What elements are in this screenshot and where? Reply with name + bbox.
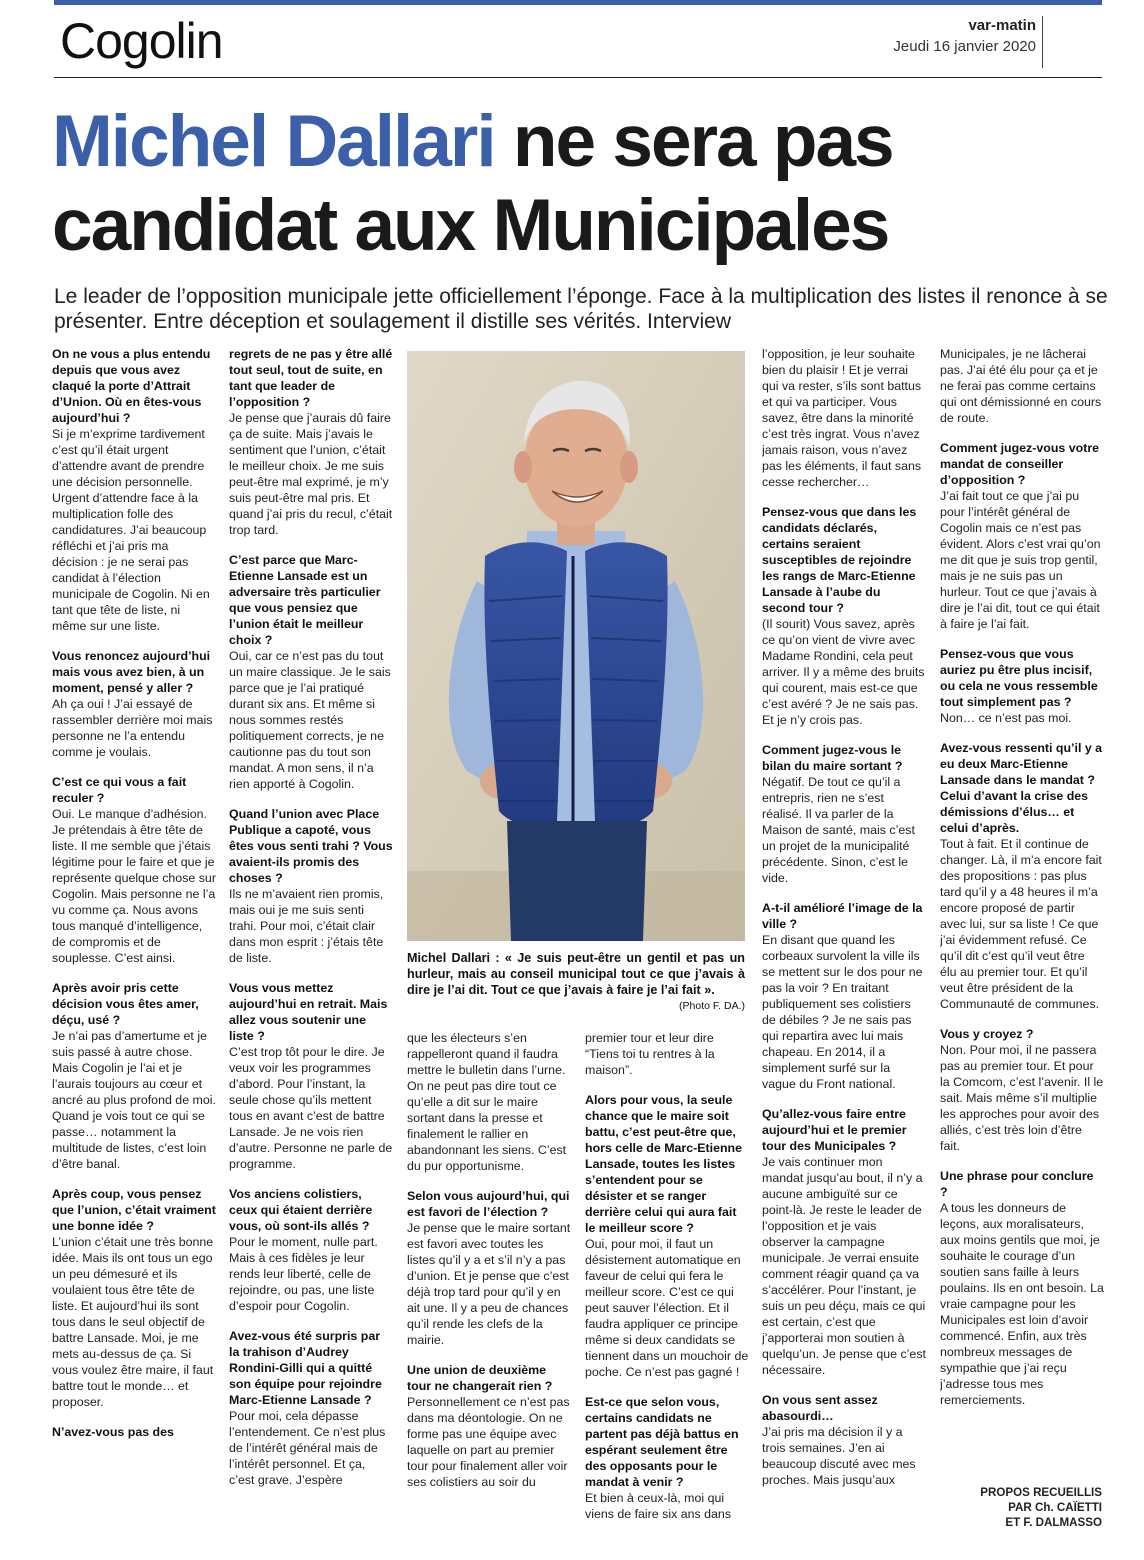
interview-block — [52, 1186, 216, 1410]
interview-answer: Je pense que j’aurais dû faire ça de suite. Mais j’avais le sentiment que l’union, c’était le meilleur choix. Je me suis peut-être mal exprimé, je m’y suis peut-être mal pris. Et quand j’ai pris du recul, c’était trop tard. — [229, 411, 393, 537]
interview-block — [229, 1186, 393, 1314]
interview-block — [762, 346, 926, 490]
photo-credit: (Photo F. DA.) — [679, 1000, 745, 1012]
interview-answer: (Il sourit) Vous savez, après ce qu’on vient de vivre avec Madame Rondini, cela peut arriver. Il y a même des bruits qui courent, mais est-ce que c’est avéré ? Je ne sais pas. Et je n’y crois pas. — [762, 617, 925, 727]
interview-answer: J’ai pris ma décision il y a trois semaines. J’en ai beaucoup discuté avec mes proches. Mais jusqu’aux — [762, 1425, 916, 1487]
portrait-photo — [407, 351, 745, 941]
interview-block — [762, 1106, 926, 1378]
interview-question: Pensez-vous que vous auriez pu être plus incisif, ou cela ne vous ressemble tout simplement pas ? — [940, 647, 1098, 709]
headline-rest: ne sera pas candidat aux Municipales — [52, 101, 893, 266]
interview-question: Une phrase pour conclure ? — [940, 1169, 1094, 1199]
header-divider — [54, 77, 1102, 78]
interview-block — [229, 806, 393, 966]
interview-question: Alors pour vous, la seule chance que le maire soit battu, c’est peut-être que, hors celle de Marc-Etienne Lansade, toutes les listes s’entendent pour se désister et se ranger derrière celui qui aura fait le meilleur score ? — [585, 1093, 743, 1235]
interview-answer: Pour le moment, nulle part. Mais à ces fidèles je leur rends leur liberté, celle de rejoindre, ou pas, une liste d’espoir pour Cogolin. — [229, 1235, 378, 1313]
interview-answer: Je n’ai pas d’amertume et je suis passé à autre chose. Mais Cogolin je l’ai et je l’aurais toujours au cœur et ancré au plus profond de moi. Quand je vois tout ce qui se passe… notamment la multitude de listes, c’est loin d’être banal. — [52, 1029, 216, 1171]
interview-block — [52, 1424, 216, 1440]
interview-question: Selon vous aujourd’hui, qui est favori de l’élection ? — [407, 1189, 570, 1219]
interview-question: Est-ce que selon vous, certains candidats ne partent pas déjà battus en espérant seulement être des opposants pour le mandat à venir ? — [585, 1395, 739, 1489]
interview-block — [940, 646, 1104, 726]
interview-answer: Et bien à ceux-là, moi qui viens de faire six ans dans — [585, 1491, 732, 1521]
interview-block — [229, 552, 393, 792]
interview-answer: Non. Pour moi, il ne passera pas au premier tour. Et pour la Comcom, c’est l’avenir. Il le sait. Mais même s’il multiplie les approches pour avoir des alliés, c’est très loin d’être fait. — [940, 1043, 1104, 1153]
interview-block — [585, 1092, 749, 1380]
interview-block — [407, 1030, 571, 1174]
interview-answer: Non… ce n’est pas moi. — [940, 711, 1072, 725]
interview-block — [229, 346, 393, 538]
headline — [52, 100, 1112, 268]
caption-text: Michel Dallari : « Je suis peut-être un gentil et pas un hurleur, mais au conseil municipal tout ce que j’avais à dire je l’ai dit. Tout ce que j’avais à faire je l’ai fait ». — [407, 951, 745, 997]
interview-question: Comment jugez-vous le bilan du maire sortant ? — [762, 743, 903, 773]
interview-question: Comment jugez-vous votre mandat de conseiller d’opposition ? — [940, 441, 1100, 487]
interview-question: On vous sent assez abasourdi… — [762, 1393, 878, 1423]
photo-caption — [407, 950, 745, 1014]
interview-question: Qu’allez-vous faire entre aujourd’hui et le premier tour des Municipales ? — [762, 1107, 907, 1153]
interview-question: Vous renoncez aujourd’hui mais vous avez bien, à un moment, pensé y aller ? — [52, 649, 211, 695]
interview-block — [52, 346, 216, 634]
interview-block — [762, 1392, 926, 1488]
interview-answer: premier tour et leur dire “Tiens toi tu rentres à la maison”. — [585, 1031, 715, 1077]
article-column-2 — [229, 346, 393, 1546]
interview-answer: A tous les donneurs de leçons, aux moralisateurs, aux moins gentils que moi, je souhaite le courage d’un soutien sans faille à leurs poulains. Ils en ont besoin. La vraie campagne pour les Municipales est loin d’avoir commencé. Enfin, aux très nombreux messages de sympathie que j’ai reçu j’adresse tous mes remerciements. — [940, 1201, 1104, 1407]
header-divider-vertical — [1042, 16, 1043, 68]
top-accent-bar — [54, 0, 1102, 5]
interview-question: Avez-vous été surpris par la trahison d’Audrey Rondini-Gilli qui a quitté son équipe pour rejoindre Marc-Etienne Lansade ? — [229, 1329, 382, 1407]
interview-answer: En disant que quand les corbeaux survolent la ville ils se mettent sur le dos pour ne pas la voir ? En traitant publiquement ses colistiers de débiles ? Je ne sais pas qui repartira avec lui mais chapeau. En 2014, il a simplement surfé sur la vague du Front national. — [762, 933, 923, 1091]
interview-question: Vous vous mettez aujourd’hui en retrait. Mais allez vous soutenir une liste ? — [229, 981, 388, 1043]
interview-block — [762, 900, 926, 1092]
interview-block — [229, 980, 393, 1172]
newspaper-brand: var-matin — [968, 17, 1036, 34]
article-column-6 — [940, 346, 1104, 1546]
interview-answer: Je vais continuer mon mandat jusqu’au bout, il n’y a aucune ambiguïté sur ce point-là. Je reste le leader de l’opposition et je vais observer la campagne municipale. Je verrai ensuite comment réagir quand ça va s’accélérer. Pour l’instant, je suis un peu déçu, mais ce qui est certain, c’est que j’apporterai mon soutien à quelqu’un. Je pense que c’est nécessaire. — [762, 1155, 926, 1377]
article-column-1 — [52, 346, 216, 1546]
interview-answer: Municipales, je ne lâcherai pas. J’ai été élu pour ça et je ne ferai pas comme certains qui ont démissionné en cours de route. — [940, 347, 1102, 425]
interview-question: Quand l’union avec Place Publique a capoté, vous êtes vous senti trahi ? Vous avaient-ils promis des choses ? — [229, 807, 393, 885]
interview-block — [940, 740, 1104, 1012]
interview-answer: J’ai fait tout ce que j’ai pu pour l’intérêt général de Cogolin mais ce n’est pas évident. Alors c’est vrai qu’on me dit que je suis trop gentil, mais je ne suis pas un hurleur. Tout ce que j’avais à dire je l’ai dit, tout ce qui était à faire je l’ai fait. — [940, 489, 1101, 631]
interview-answer: C’est trop tôt pour le dire. Je veux voir les programmes d’abord. Pour l’instant, la seule chose qu’ils mettent tous en avant c’est de battre Lansade. Je ne vois rien d’autre. Personne ne parle de programme. — [229, 1045, 393, 1171]
interview-block — [762, 504, 926, 728]
interview-block — [229, 1328, 393, 1488]
interview-answer: Ah ça oui ! J’ai essayé de rassembler derrière moi mais personne ne l’a entendu comme je voulais. — [52, 697, 213, 759]
interview-answer: Personnellement ce n’est pas dans ma déontologie. On ne forme pas une équipe avec laquelle on part au premier tour pour finalement aller voir ses colistiers au soir du — [407, 1395, 570, 1489]
interview-answer: Oui. Le manque d’adhésion. Je prétendais à être tête de liste. Il me semble que j’étais légitime pour le faire et que je représente quelque chose sur Cogolin. Mais personne ne l’a vu comme ça. Nous avons tous manqué d’intelligence, de compromis et de souplesse. C’est ainsi. — [52, 807, 216, 965]
interview-answer: Négatif. De tout ce qu’il a entrepris, rien ne s’est réalisé. Il va parler de la Maison de santé, mais c’est un projet de la municipalité précédente. Sinon, c’est le vide. — [762, 775, 915, 885]
article-column-5 — [762, 346, 926, 1546]
interview-question: Vos anciens colistiers, ceux qui étaient derrière vous, où sont-ils allés ? — [229, 1187, 373, 1233]
interview-block — [940, 1026, 1104, 1154]
interview-question: C’est ce qui vous a fait reculer ? — [52, 775, 187, 805]
interview-answer: Oui, car ce n’est pas du tout un maire classique. Je le sais parce que je l’ai pratiqué durant six ans. Et même si nous sommes restés politiquement corrects, je ne cautionne pas du tout son mandat. A mon sens, il n’a rien apporté à Cogolin. — [229, 649, 391, 791]
interview-question: Avez-vous ressenti qu’il y a eu deux Marc-Etienne Lansade dans le mandat ? Celui d’avant la crise des démissions d’élus… et celui d’après. — [940, 741, 1103, 835]
byline — [980, 1485, 1102, 1530]
interview-question: On ne vous a plus entendu depuis que vous avez claqué la porte d’Attrait d’Union. Où en êtes-vous aujourd’hui ? — [52, 347, 211, 425]
byline-line-1: PROPOS RECUEILLIS — [980, 1486, 1102, 1499]
interview-answer: Ils ne m’avaient rien promis, mais oui je me suis senti trahi. Pour moi, c’était clair dans mon esprit : j’étais tête de liste. — [229, 887, 384, 965]
byline-line-3: ET F. DALMASSO — [1005, 1516, 1102, 1529]
interview-block — [940, 1168, 1104, 1408]
interview-question: Une union de deuxième tour ne changerait rien ? — [407, 1363, 553, 1393]
interview-block — [585, 1030, 749, 1078]
interview-answer: que les électeurs s’en rappelleront quand il faudra mettre le bulletin dans l’urne. On ne peut pas dire tout ce qu’elle a dit sur le maire sortant dans la presse et finalement le rallier en abandonnant les siens. C’est du pur opportunisme. — [407, 1031, 567, 1173]
interview-answer: L’union c’était une très bonne idée. Mais ils ont tous un ego un peu démesuré et ils voulaient tous être tête de liste. Et aujourd’hui ils sont tous dans le seul objectif de battre Lansade. Moi, je me mets au-dessus de ça. Si vous voulez être maire, il faut battre tout le monde… et proposer. — [52, 1235, 214, 1409]
interview-question: A-t-il amélioré l’image de la ville ? — [762, 901, 923, 931]
portrait-illustration — [407, 351, 745, 941]
article-column-4 — [585, 1030, 749, 1540]
headline-highlight: Michel Dallari — [52, 101, 495, 182]
article-column-3 — [407, 1030, 571, 1540]
interview-question: C’est parce que Marc-Etienne Lansade est un adversaire très particulier que vous pensiez que l’union était le meilleur choix ? — [229, 553, 381, 647]
interview-question: N’avez-vous pas des — [52, 1425, 174, 1439]
interview-question: regrets de ne pas y être allé tout seul, tout de suite, en tant que leader de l’opposition ? — [229, 347, 393, 409]
interview-answer: Si je m’exprime tardivement c’est qu’il était urgent d’attendre avant de prendre une décision personnelle. Urgent d’attendre face à la multiplication folle des candidatures. J’ai beaucoup réfléchi et j’ai pris ma décision : je ne serai pas candidat à l’élection municipale de Cogolin. Ni en tant que tête de liste, ni même sur une liste. — [52, 427, 210, 633]
interview-question: Pensez-vous que dans les candidats déclarés, certains seraient susceptibles de rejoindre les rangs de Marc-Etienne Lansade à l’aube du second tour ? — [762, 505, 917, 615]
interview-block — [762, 742, 926, 886]
interview-answer: Pour moi, cela dépasse l’entendement. Ce n’est plus de l’intérêt général mais de l’intérêt personnel. Et ça, c’est grave. J’espère — [229, 1409, 386, 1487]
interview-answer: Je pense que le maire sortant est favori avec toutes les listes qu’il y a et s’il n’y a pas d’union. Et je pense que c’est déjà trop tard pour qu’il y en ait une. Il y a peu de chances qu’il rende les clefs de la mairie. — [407, 1221, 571, 1347]
interview-question: Vous y croyez ? — [940, 1027, 1034, 1041]
interview-block — [940, 440, 1104, 632]
interview-block — [407, 1188, 571, 1348]
interview-block — [52, 980, 216, 1172]
interview-block — [407, 1362, 571, 1490]
interview-block — [585, 1394, 749, 1522]
interview-answer: Tout à fait. Et il continue de changer. Là, il m’a encore fait des propositions : pas plus tard qu’il y a 48 heures il m’a encore proposé de partir avec lui, sur sa liste ! Ce que j’ai évidemment refusé. Ce qu’il dit c’est qu’il veut être élu au premier tour. Et qu’il veut être président de la Communauté de communes. — [940, 837, 1102, 1011]
interview-block — [52, 648, 216, 760]
interview-block — [52, 774, 216, 966]
interview-answer: Oui, pour moi, il faut un désistement automatique en faveur de celui qui fera le meilleur score. C’est ce qui peut sauver l’élection. Et il faudra appliquer ce principe même si deux candidats se tiennent dans un mouchoir de poche. Ce n’est pas gagné ! — [585, 1237, 749, 1379]
byline-line-2: PAR Ch. CAÏETTI — [1008, 1501, 1102, 1514]
interview-block — [940, 346, 1104, 426]
lede: Le leader de l’opposition municipale jette officiellement l’éponge. Face à la multiplication des listes il renonce à se présenter. Entre déception et soulagement il distille ses vérités. Interview — [54, 285, 1108, 333]
interview-question: Après coup, vous pensez que l’union, c’était vraiment une bonne idée ? — [52, 1187, 216, 1233]
interview-question: Après avoir pris cette décision vous êtes amer, déçu, usé ? — [52, 981, 199, 1027]
section-rubric: Cogolin — [60, 13, 223, 69]
publication-date: Jeudi 16 janvier 2020 — [893, 38, 1036, 55]
interview-answer: l’opposition, je leur souhaite bien du plaisir ! Et je verrai qui va rester, s’ils sont battus et qui va participer. Vous savez, être dans la minorité c’est très ingrat. Vous n’avez jamais raison, vous n’avez pas les éléments, il faut sans cesse rechercher… — [762, 347, 922, 489]
